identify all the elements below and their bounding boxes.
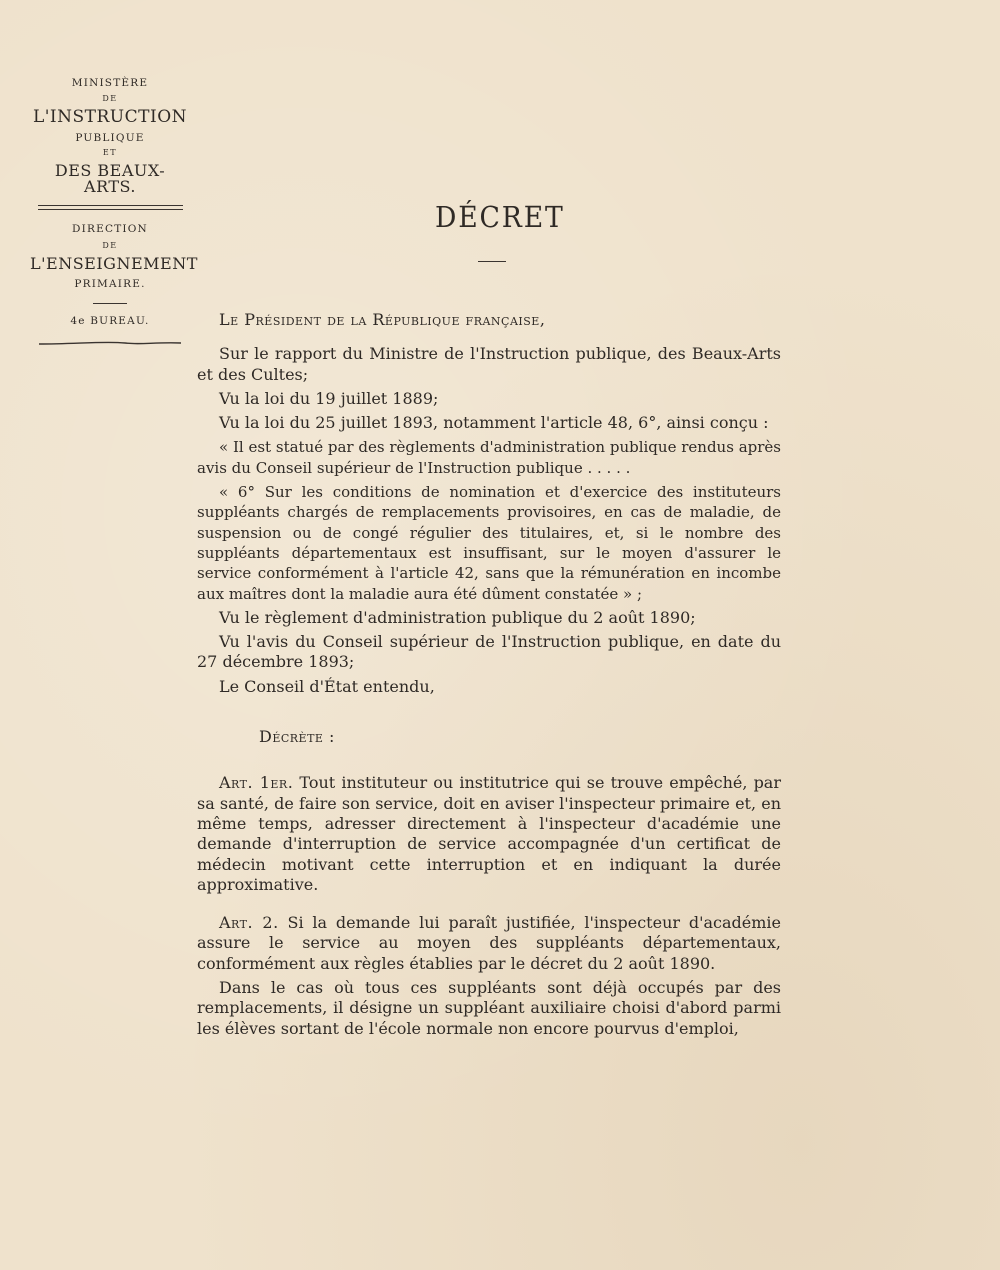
de-label-2: DE [102, 240, 118, 250]
et-label: ET [102, 148, 118, 157]
paragraph: Vu la loi du 19 juillet 1889; [219, 388, 439, 408]
ministry-header [30, 77, 198, 349]
title-rule-divider [478, 261, 506, 262]
publique-label: PUBLIQUE [75, 131, 145, 144]
article-2-label: Art. 2. [219, 913, 279, 933]
paragraph: Vu le règlement d'administration publique du 2 août 1890; [219, 607, 696, 627]
primaire-label: PRIMAIRE. [74, 277, 146, 290]
beaux-arts-label: DES BEAUX-ARTS. [54, 161, 166, 196]
short-rule-divider [30, 303, 190, 304]
article-1 [197, 773, 781, 895]
paragraph: Sur le rapport du Ministre de l'Instruction publique, des Beaux-Arts et des Cultes; [197, 344, 781, 384]
article-2-text: Si la demande lui paraît justifiée, l'inspecteur d'académie assure le service au moyen des suppléants départementaux, conformément aux règles établies par le décret du 2 août 1890. [197, 913, 781, 973]
president-line: Le Président de la République française, [219, 310, 546, 329]
double-rule-divider [38, 205, 183, 210]
spacer [197, 747, 781, 773]
decrete-heading: Décrète : [259, 727, 335, 747]
article-2 [197, 913, 781, 974]
page-title: DÉCRET [435, 200, 565, 234]
article-1-text: Tout instituteur ou institutrice qui se trouve empêché, par sa santé, de faire son service, doit en aviser l'inspecteur primaire et, en même temps, adresser directement à l'inspecteur d'académie une demande d'interruption de service accompagnée d'un certificat de médecin motivant cette interruption et en indiquant la durée approximative. [197, 773, 781, 894]
paragraph: Le Conseil d'État entendu, [219, 676, 435, 696]
direction-label: DIRECTION [72, 223, 148, 235]
de-label: DE [102, 93, 118, 103]
quoted-paragraph: « Il est statué par des règlements d'administration publique rendus après avis du Conseil supérieur de l'Instruction publique . . . . . [197, 438, 781, 477]
quoted-paragraph: « 6° Sur les conditions de nomination et d'exercice des instituteurs suppléants chargés de remplacements provisoires, en cas de maladie, de suspension ou de congé régulier des titulaires, et, si le nombre des suppléants départementaux est insuffisant, sur le moyen d'assurer le service conformément à l'article 42, sans que la rémunération en incombe aux maîtres dont la maladie aura été dûment constatée » ; [197, 483, 781, 603]
spacer [197, 899, 781, 913]
decree-body [197, 310, 781, 1043]
paragraph: Vu l'avis du Conseil supérieur de l'Instruction publique, en date du 27 décembre 1893; [197, 632, 781, 672]
swash-divider-icon [35, 337, 185, 349]
article-1-label: Art. 1er. [219, 773, 294, 793]
bureau-label: 4e BUREAU. [70, 315, 150, 327]
enseignement-label: L'ENSEIGNEMENT [30, 253, 198, 273]
instruction-label: L'INSTRUCTION [32, 106, 188, 127]
spacer [197, 701, 781, 727]
ministry-label: MINISTÈRE [71, 77, 149, 89]
article-2-continuation: Dans le cas où tous ces suppléants sont déjà occupés par des remplacements, il désigne un suppléant auxiliaire choisi d'abord parmi les élèves sortant de l'école normale non encore pourvus d'emploi, [197, 978, 781, 1038]
paragraph: Vu la loi du 25 juillet 1893, notamment l'article 48, 6°, ainsi conçu : [219, 413, 769, 433]
